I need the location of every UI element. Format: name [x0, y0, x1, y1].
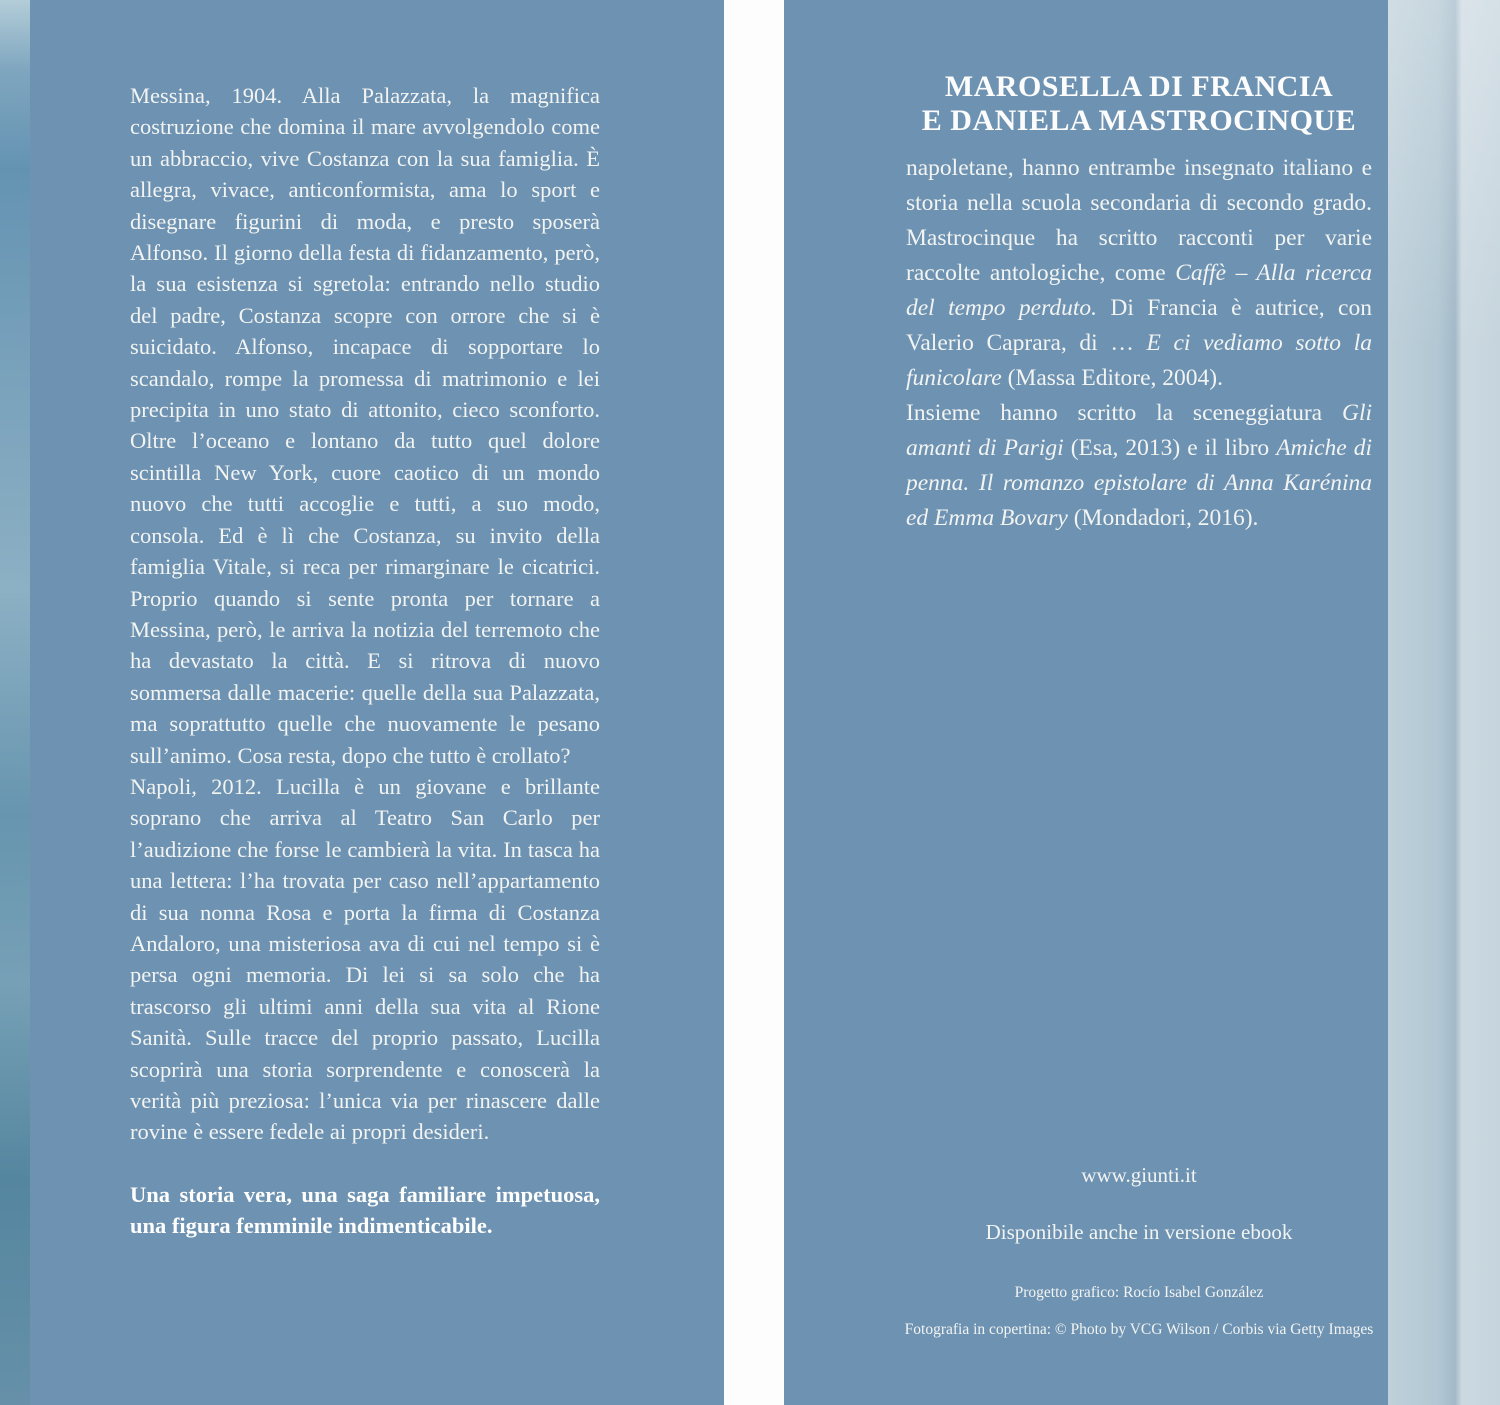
book-title-italic: E ci vediamo sotto la funicolare [906, 330, 1372, 391]
bio-text-segment: napoletane, hanno entrambe insegnato italiano e storia nella scuola secondaria di secondo grado. Mastrocinque ha scritto racconti per varie raccolte antologiche, come [906, 155, 1372, 286]
authors-heading-line-2: E DANIELA MASTROCINQUE [921, 104, 1357, 137]
book-title-italic: Gli amanti di Parigi [906, 400, 1372, 461]
synopsis-paragraph-2: Napoli, 2012. Lucilla è un giovane e brillante soprano che arriva al Teatro San Carlo per l’audizione che forse le cambierà la vita. In tasca ha una lettera: l’ha trovata per caso nell’appartamento di sua nonna Rosa e porta la firma di Costanza Andaloro, una misteriosa ava di cui nel tempo si è persa ogni memoria. Di lei si sa solo che ha trascorso gli ultimi anni della sua vita al Rione Sanità. Sulle tracce del proprio passato, Lucilla scoprirà una storia sorprendente e conoscerà la verità più preziosa: l’unica via per rinascere dalle rovine è essere fedele ai propri desideri. [130, 773, 600, 1145]
author-bio-block [906, 70, 1372, 536]
back-cover-edge [1388, 0, 1500, 1405]
bio-text-segment: Di Francia è autrice, con Valerio Caprara, di … [906, 295, 1372, 356]
authors-heading [906, 70, 1372, 138]
design-credit: Progetto grafico: Rocío Isabel González [1014, 1284, 1264, 1301]
bio-text-segment: Insieme hanno scritto la sceneggiatura [906, 400, 1342, 426]
cover-photo-edge [0, 0, 30, 1405]
right-flap-panel [784, 0, 1388, 1405]
synopsis-block [130, 80, 600, 1242]
book-title-italic: Caffè – Alla ricerca del tempo perduto. [906, 260, 1373, 321]
bio-text-segment: (Massa Editore, 2004). [1001, 365, 1223, 391]
ebook-note: Disponibile anche in versione ebook [985, 1220, 1293, 1244]
synopsis-paragraph-1: Messina, 1904. Alla Palazzata, la magnifica costruzione che domina il mare avvolgendolo come un abbraccio, vive Costanza con la sua famiglia. È allegra, vivace, anticonformista, ama lo sport e disegnare figurini di moda, e presto sposerà Alfonso. Il giorno della festa di fidanzamento, però, la sua esistenza si sgretola: entrando nello studio del padre, Costanza scopre con orrore che si è suicidato. Alfonso, incapace di sopportare lo scandalo, rompe la promessa di matrimonio e lei precipita in uno stato di attonito, cieco sconforto. Oltre l’oceano e lontano da tutto quel dolore scintilla New York, cuore caotico di un mondo nuovo che tutti accoglie e tutti, a suo modo, consola. Ed è lì che Costanza, su invito della famiglia Vitale, si reca per rimarginare le cicatrici. Proprio quando si sente pronta per tornare a Messina, però, le arriva la notizia del terremoto che ha devastato la città. E si ritrova di nuovo sommersa dalle macerie: quelle della sua Palazzata, ma soprattutto quelle che nuovamente le pesano sull’animo. Cosa resta, dopo che tutto è crollato? [130, 83, 600, 768]
bio-text-segment: (Esa, 2013) e il libro [1063, 435, 1277, 461]
book-title-italic: Amiche di penna. Il romanzo epistolare di Anna Karénina ed Emma Bovary [906, 435, 1372, 531]
bio-paragraph-1 [906, 151, 1372, 396]
authors-heading-line-1: MAROSELLA DI FRANCIA [944, 70, 1334, 103]
photo-credit: Fotografia in copertina: © Photo by VCG Wilson / Corbis via Getty Images [904, 1321, 1374, 1338]
website-url: www.giunti.it [1081, 1163, 1197, 1187]
bio-paragraph-2 [906, 396, 1372, 536]
bio-text-segment: (Mondadori, 2016). [1067, 505, 1259, 531]
left-flap-panel [30, 0, 724, 1405]
tagline: Una storia vera, una saga familiare impetuosa, una figura femminile indimenticabile. [130, 1181, 600, 1239]
